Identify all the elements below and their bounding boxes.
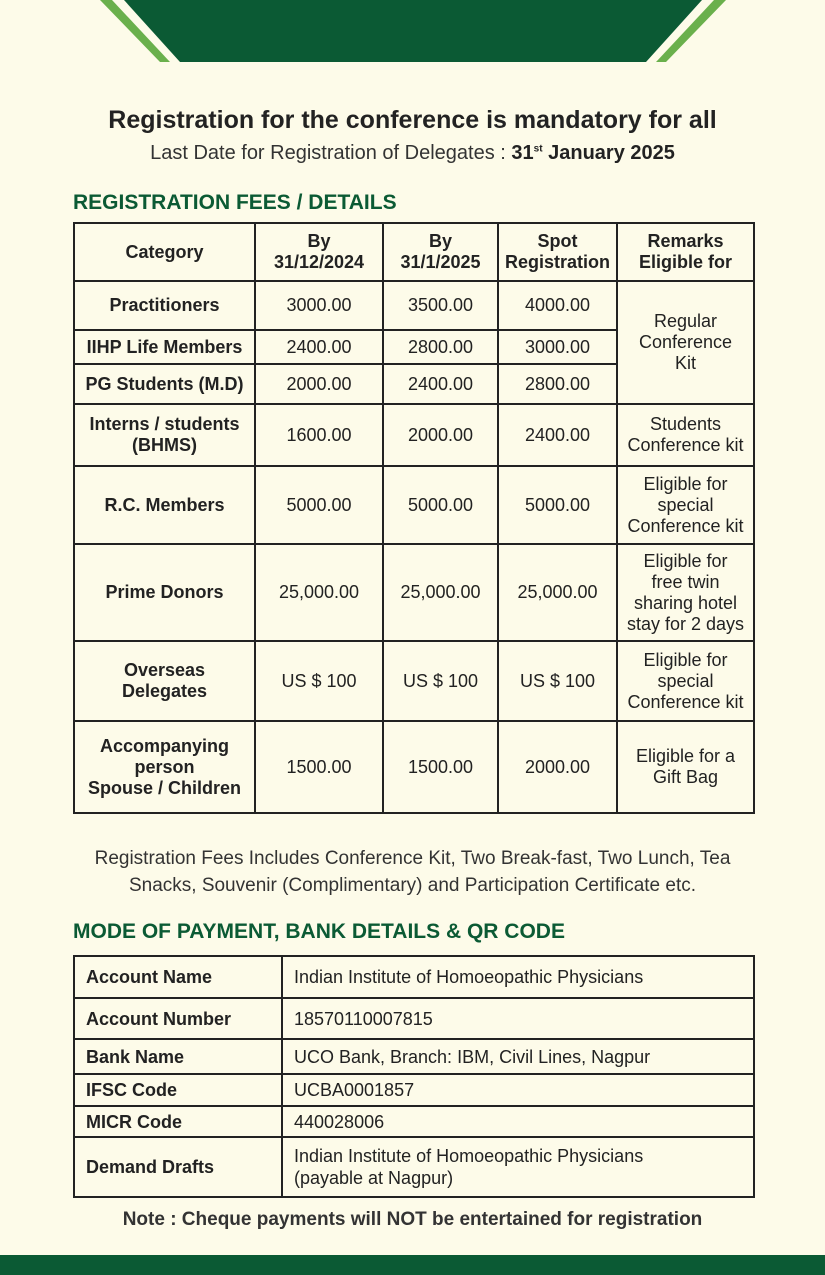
bottom-bar — [0, 1255, 825, 1275]
account-number-value: 18570110007815 — [282, 998, 754, 1039]
fees-section-title: REGISTRATION FEES / DETAILS — [73, 191, 397, 214]
fee-cell: 5000.00 — [383, 466, 498, 544]
remark-cell: Regular Conference Kit — [617, 281, 754, 404]
fee-cell: 2400.00 — [498, 404, 617, 466]
registration-deadline — [0, 142, 825, 165]
fee-cell: 1500.00 — [255, 721, 383, 813]
ifsc-code-label: IFSC Code — [74, 1074, 282, 1106]
fee-cell: 2800.00 — [498, 364, 617, 404]
col-spot-registration: Spot Registration — [498, 223, 617, 281]
deadline-suffix: st — [533, 143, 543, 155]
fee-cell: 1600.00 — [255, 404, 383, 466]
col-remarks: Remarks Eligible for — [617, 223, 754, 281]
fee-cell: 2800.00 — [383, 330, 498, 364]
fee-cell: 4000.00 — [498, 281, 617, 330]
remark-cell: Eligible for special Conference kit — [617, 466, 754, 544]
table-row — [74, 404, 754, 466]
category-cell: Overseas Delegates — [74, 641, 255, 721]
deadline-day: 31 — [511, 142, 534, 164]
category-cell: Accompanying person Spouse / Children — [74, 721, 255, 813]
fees-table — [73, 222, 755, 814]
fee-cell: 25,000.00 — [498, 544, 617, 641]
page-title: Registration for the conference is mandatory for all — [108, 106, 717, 134]
table-row — [74, 641, 754, 721]
table-row — [74, 1074, 754, 1106]
col-by-dec-2024: By 31/12/2024 — [255, 223, 383, 281]
fee-cell: US $ 100 — [255, 641, 383, 721]
fees-header-row — [74, 223, 754, 281]
table-row — [74, 544, 754, 641]
top-banner — [0, 0, 825, 70]
demand-drafts-value: Indian Institute of Homoeopathic Physicians (payable at Nagpur) — [282, 1137, 754, 1197]
fee-cell: 25,000.00 — [383, 544, 498, 641]
micr-code-value: 440028006 — [282, 1106, 754, 1137]
deadline-prefix: Last Date for Registration of Delegates : — [150, 142, 512, 164]
remark-cell: Eligible for special Conference kit — [617, 641, 754, 721]
cheque-note: Note : Cheque payments will NOT be entertained for registration — [122, 1209, 703, 1230]
demand-drafts-label: Demand Drafts — [74, 1137, 282, 1197]
category-cell: Prime Donors — [74, 544, 255, 641]
fees-includes-note: Registration Fees Includes Conference Kit, Two Break-fast, Two Lunch, Tea Snacks, Souvenir (Complimentary) and Participation Certificate etc. — [94, 848, 731, 896]
fee-cell: 1500.00 — [383, 721, 498, 813]
fee-cell: 2000.00 — [498, 721, 617, 813]
category-cell: PG Students (M.D) — [74, 364, 255, 404]
deadline-month-year: January 2025 — [542, 142, 675, 164]
bank-name-value: UCO Bank, Branch: IBM, Civil Lines, Nagpur — [282, 1039, 754, 1074]
table-row — [74, 281, 754, 330]
account-name-value: Indian Institute of Homoeopathic Physicians — [282, 956, 754, 998]
ifsc-code-value: UCBA0001857 — [282, 1074, 754, 1106]
account-number-label: Account Number — [74, 998, 282, 1039]
fee-cell: 2400.00 — [255, 330, 383, 364]
category-cell: R.C. Members — [74, 466, 255, 544]
table-row — [74, 1106, 754, 1137]
table-row — [74, 1137, 754, 1197]
account-name-label: Account Name — [74, 956, 282, 998]
remark-cell: Students Conference kit — [617, 404, 754, 466]
category-cell: IIHP Life Members — [74, 330, 255, 364]
fee-cell: US $ 100 — [498, 641, 617, 721]
table-row — [74, 1039, 754, 1074]
table-row — [74, 466, 754, 544]
micr-code-label: MICR Code — [74, 1106, 282, 1137]
fee-cell: 3000.00 — [498, 330, 617, 364]
payment-section-title: MODE OF PAYMENT, BANK DETAILS & QR CODE — [73, 920, 565, 943]
fee-cell: 5000.00 — [255, 466, 383, 544]
category-cell: Practitioners — [74, 281, 255, 330]
fee-cell: 25,000.00 — [255, 544, 383, 641]
col-category: Category — [74, 223, 255, 281]
remark-cell: Eligible for a Gift Bag — [617, 721, 754, 813]
fee-cell: 2400.00 — [383, 364, 498, 404]
category-cell: Interns / students (BHMS) — [74, 404, 255, 466]
fee-cell: US $ 100 — [383, 641, 498, 721]
fee-cell: 5000.00 — [498, 466, 617, 544]
bank-name-label: Bank Name — [74, 1039, 282, 1074]
fee-cell: 2000.00 — [255, 364, 383, 404]
col-by-jan-2025: By 31/1/2025 — [383, 223, 498, 281]
table-row — [74, 956, 754, 998]
table-row — [74, 721, 754, 813]
fee-cell: 3500.00 — [383, 281, 498, 330]
bank-details-table — [73, 955, 755, 1198]
remark-cell: Eligible for free twin sharing hotel stay for 2 days — [617, 544, 754, 641]
table-row — [74, 998, 754, 1039]
fee-cell: 2000.00 — [383, 404, 498, 466]
fee-cell: 3000.00 — [255, 281, 383, 330]
